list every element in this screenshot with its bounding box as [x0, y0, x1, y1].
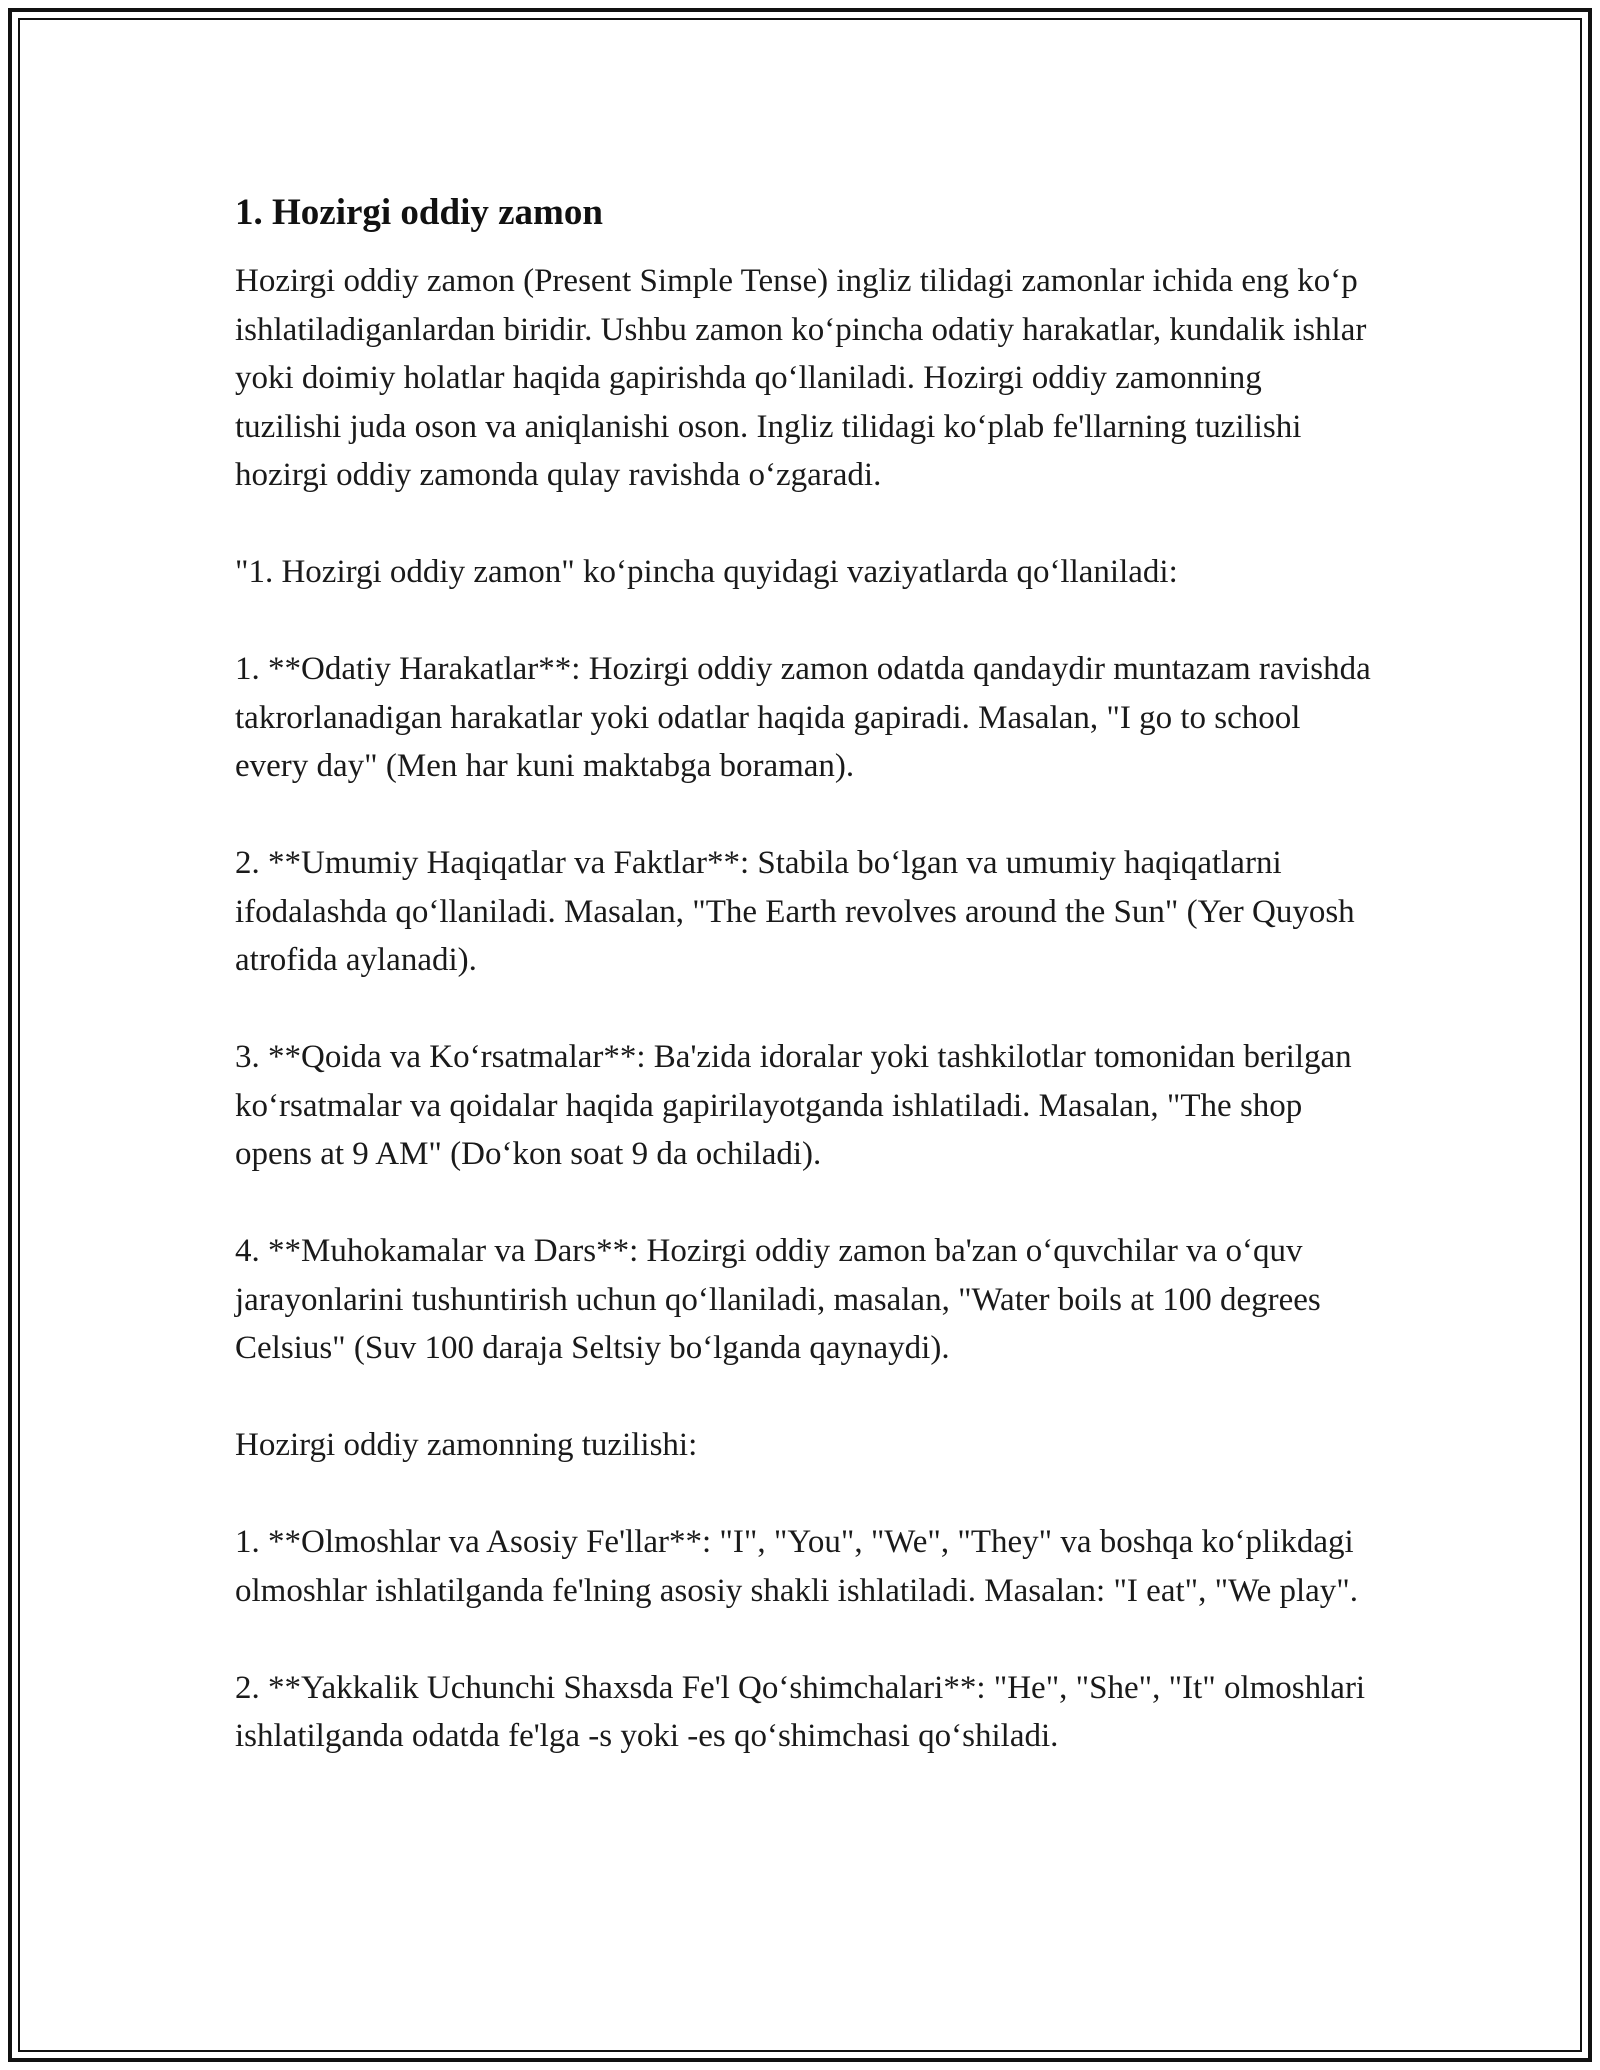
paragraph-structure-1: 1. **Olmoshlar va Asosiy Fe'llar**: "I", "You", "We", "They" va boshqa ko‘plikdagi olmoshlar ishlatilganda fe'lning asosiy shakli ishlatiladi. Masalan: "I eat", "We play".: [235, 1524, 1359, 1609]
document-title: 1. Hozirgi oddiy zamon: [235, 192, 603, 233]
paragraph-usage-1: 1. **Odatiy Harakatlar**: Hozirgi oddiy zamon odatda qandaydir muntazam ravishda takrorlanadigan harakatlar yoki odatlar haqida gapiradi. Masalan, "I go to school every day" (Men har kuni maktabga boraman).: [235, 651, 1371, 784]
document-page: [235, 185, 1375, 1761]
paragraph-usage-4: 4. **Muhokamalar va Dars**: Hozirgi oddiy zamon ba'zan o‘quvchilar va o‘quv jarayonlarini tushuntirish uchun qo‘llaniladi, masalan, "Water boils at 100 degrees Celsius" (Suv 100 daraja Seltsiy bo‘lganda qaynaydi).: [235, 1233, 1321, 1366]
paragraph-intro: Hozirgi oddiy zamon (Present Simple Tense) ingliz tilidagi zamonlar ichida eng ko‘p ishlatiladiganlardan biridir. Ushbu zamon ko‘pincha odatiy harakatlar, kundalik ishlar yoki doimiy holatlar haqida gapirishda qo‘llaniladi. Hozirgi oddiy zamonning tuzilishi juda oson va aniqlanishi oson. Ingliz tilidagi ko‘plab fe'llarning tuzilishi hozirgi oddiy zamonda qulay ravishda o‘zgaradi.: [235, 263, 1367, 493]
paragraph-structure-2: 2. **Yakkalik Uchunchi Shaxsda Fe'l Qo‘shimchalari**: "He", "She", "It" olmoshlari ishlatilganda odatda fe'lga -s yoki -es qo‘shimchasi qo‘shiladi.: [235, 1669, 1366, 1754]
paragraph-usage-3: 3. **Qoida va Ko‘rsatmalar**: Ba'zida idoralar yoki tashkilotlar tomonidan berilgan ko‘rsatmalar va qoidalar haqida gapirilayotganda ishlatiladi. Masalan, "The shop opens at 9 AM" (Do‘kon soat 9 da ochiladi).: [235, 1039, 1352, 1172]
paragraph-usage-2: 2. **Umumiy Haqiqatlar va Faktlar**: Stabila bo‘lgan va umumiy haqiqatlarni ifodalashda qo‘llaniladi. Masalan, "The Earth revolves around the Sun" (Yer Quyosh atrofida aylanadi).: [235, 845, 1355, 978]
paragraph-usage-heading: "1. Hozirgi oddiy zamon" ko‘pincha quyidagi vaziyatlarda qo‘llaniladi:: [235, 554, 1178, 590]
paragraph-structure-heading: Hozirgi oddiy zamonning tuzilishi:: [235, 1427, 698, 1463]
